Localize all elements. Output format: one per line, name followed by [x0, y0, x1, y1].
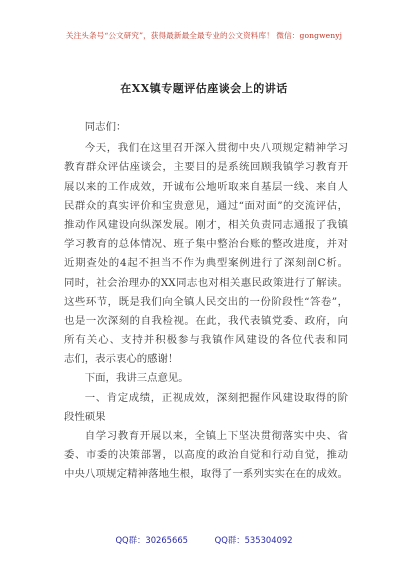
- body-line: 委、市委的决策部署，以高度的政治自觉和行动自觉，推动: [64, 449, 348, 462]
- salutation: 同志们：: [84, 121, 127, 133]
- body-line: 所有关心、支持并积极参与我镇作风建设的各位代表和同: [64, 334, 348, 347]
- body-line: 下面，我讲三点意见。: [84, 372, 189, 385]
- body-line: 近期查处的4起不担当不作为典型案例进行了深刻剖C析。: [64, 257, 348, 270]
- footer-qq-group-1: QQ群：30265665: [115, 535, 188, 545]
- body-line: 这些环节，既是我们向全镇人民交出的一份阶段性“答卷”，: [64, 295, 348, 308]
- footer-qq-group-2: QQ群：535304092: [214, 535, 293, 545]
- body-line: 民群众的真实评价和宝贵意见，通过“面对面”的交流评估，: [64, 199, 348, 212]
- footer-contacts: [0, 534, 408, 546]
- body-line: 中央八项规定精神落地生根，取得了一系列实实在在的成效。: [64, 468, 348, 481]
- body-line: 教育群众评估座谈会，主要目的是系统回顾我镇学习教育开: [64, 161, 348, 174]
- section-heading: 一、肯定成绩，正视成效，深刻把握作风建设取得的阶: [84, 391, 348, 404]
- document-title: 在XX镇专题评估座谈会上的讲话: [120, 82, 288, 95]
- header-banner: 关注头条号“公文研究”，获得最新最全最专业的公文资料库！ 微信：gongwenyj: [65, 31, 343, 40]
- document-body: [64, 118, 348, 485]
- body-line: 自学习教育开展以来，全镇上下坚决贯彻落实中央、省: [84, 430, 348, 442]
- body-line: 也是一次深刻的自我检视。在此，我代表镇党委、政府，向: [64, 314, 348, 327]
- section-heading: 段性硕果: [64, 410, 106, 423]
- body-line: 同时，社会治理办的XX同志也对相关惠民政策进行了解读。: [64, 276, 348, 289]
- body-line: 志们，表示衷心的感谢！: [64, 353, 179, 366]
- body-line: 推动作风建设向纵深发展。刚才，相关负责同志通报了我镇: [64, 218, 348, 231]
- body-line: 今天，我们在这里召开深入贯彻中央八项规定精神学习: [84, 142, 348, 155]
- body-line: 展以来的工作成效，开诚布公地听取来自基层一线、来自人: [64, 180, 348, 193]
- body-line: 学习教育的总体情况、班子集中整治台账的整改进度，并对: [64, 238, 348, 251]
